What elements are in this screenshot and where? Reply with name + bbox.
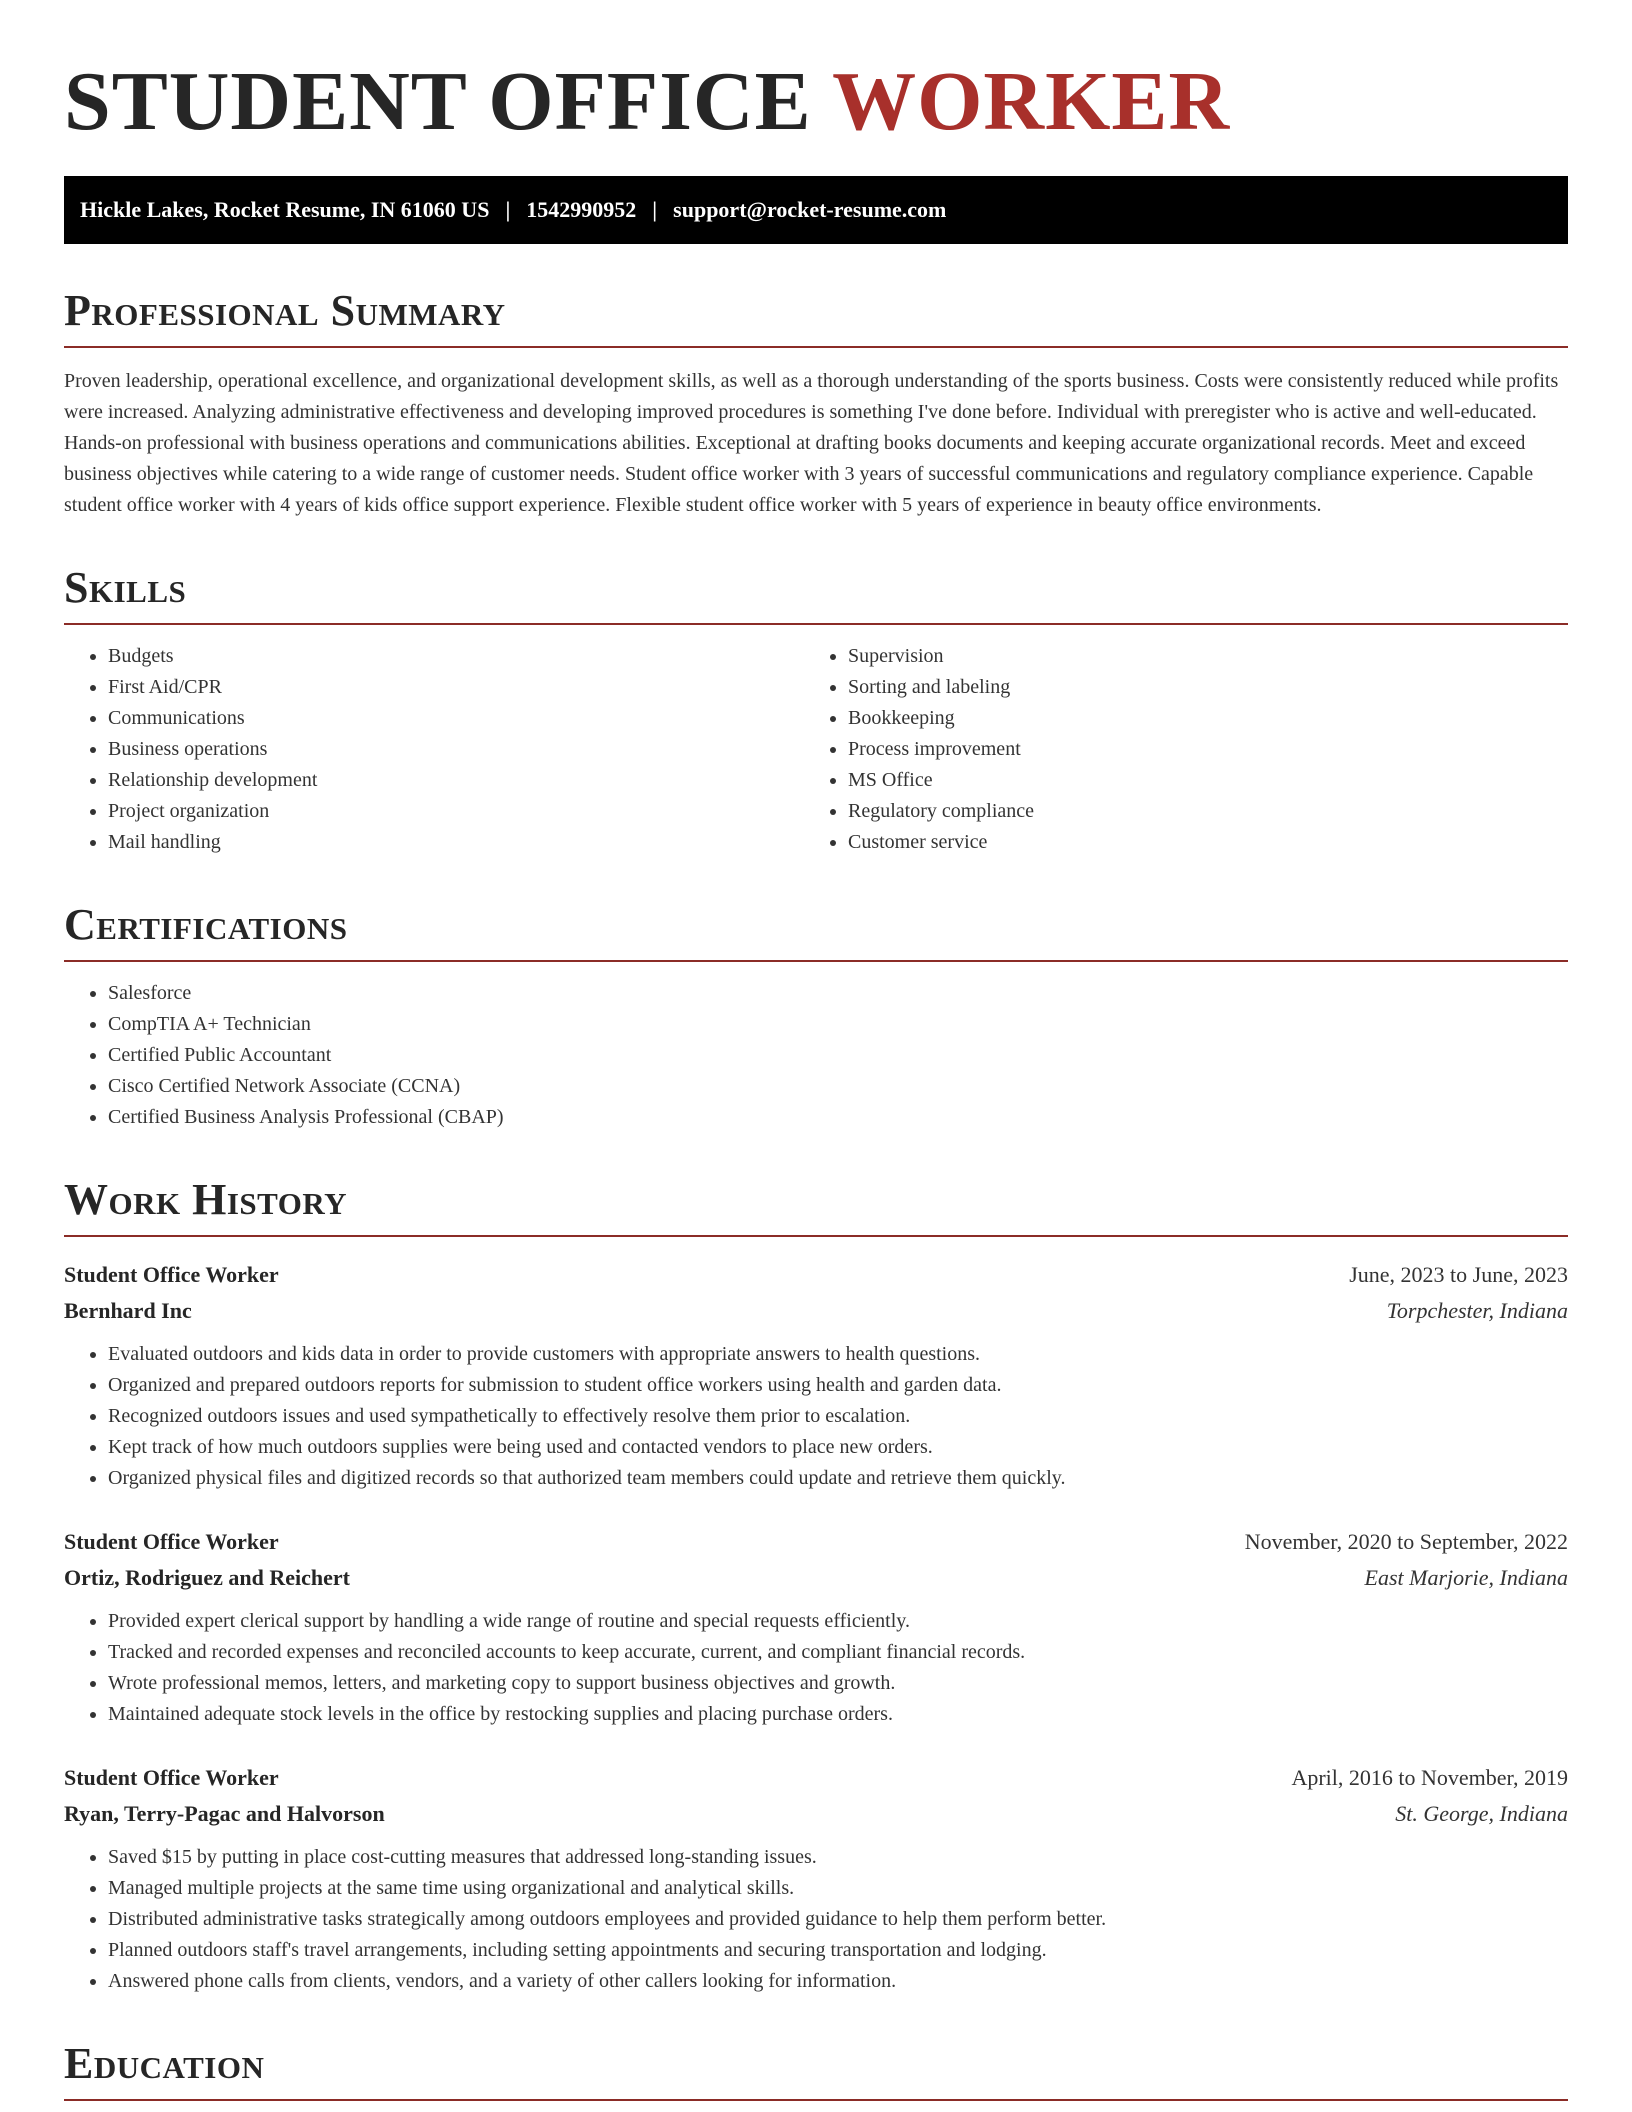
section-heading: Work History (64, 1175, 348, 1224)
section-divider (64, 960, 1568, 962)
job-company: Ortiz, Rodriguez and Reichert (64, 1565, 350, 1590)
skill-item: • Project organization (108, 796, 804, 827)
section-heading: Certifications (64, 900, 348, 949)
title-accent: WORKER (832, 55, 1231, 148)
job-bullet: • Evaluated outdoors and kids data in order to provide customers with appropriate answers to health questions. (108, 1339, 1568, 1370)
job-location: Torpchester, Indiana (1386, 1298, 1568, 1323)
job-title: Student Office Worker (64, 1765, 279, 1790)
skills-list (804, 641, 1544, 858)
section-divider (64, 346, 1568, 348)
job-bullet: • Provided expert clerical support by handling a wide range of routine and special requests efficiently. (108, 1606, 1568, 1637)
job-bullet: • Organized physical files and digitized records so that authorized team members could update and retrieve them quickly. (108, 1463, 1568, 1494)
summary-section (64, 286, 1568, 521)
job-bullet: • Maintained adequate stock levels in the office by restocking supplies and placing purchase orders. (108, 1699, 1568, 1730)
contact-address: Hickle Lakes, Rocket Resume, IN 61060 US (80, 197, 490, 222)
skill-item: • Budgets (108, 641, 804, 672)
job-location: East Marjorie, Indiana (1364, 1565, 1568, 1590)
job-bullet: • Answered phone calls from clients, vendors, and a variety of other callers looking for information. (108, 1966, 1568, 1997)
job-dates: June, 2023 to June, 2023 (1349, 1262, 1568, 1287)
contact-separator: | (505, 197, 511, 222)
education-section (64, 2039, 1568, 2101)
job-bullet: • Kept track of how much outdoors supplies were being used and contacted vendors to place new orders. (108, 1432, 1568, 1463)
job-bullets (64, 1339, 1568, 1494)
certification-item: • Certified Public Accountant (108, 1040, 1568, 1071)
job-company: Bernhard Inc (64, 1298, 192, 1323)
job-header-row (64, 1524, 1568, 1560)
job-company-row (64, 1293, 1568, 1329)
job-entry (64, 1760, 1568, 1997)
title-main: STUDENT OFFICE (64, 55, 812, 148)
skills-section (64, 563, 1568, 858)
job-bullet: • Tracked and recorded expenses and reconciled accounts to keep accurate, current, and compliant financial records. (108, 1637, 1568, 1668)
skill-item: • Mail handling (108, 827, 804, 858)
section-divider (64, 2099, 1568, 2101)
skill-item: • Business operations (108, 734, 804, 765)
job-entry (64, 1257, 1568, 1494)
contact-separator: | (652, 197, 658, 222)
job-title: Student Office Worker (64, 1529, 279, 1554)
job-title: Student Office Worker (64, 1262, 279, 1287)
skill-item: • Customer service (848, 827, 1544, 858)
contact-bar (64, 176, 1568, 244)
skill-item: • Process improvement (848, 734, 1544, 765)
job-company-row (64, 1560, 1568, 1596)
skills-column-right (804, 625, 1544, 858)
job-bullet: • Saved $15 by putting in place cost-cutting measures that addressed long-standing issues. (108, 1842, 1568, 1873)
job-company: Ryan, Terry-Pagac and Halvorson (64, 1801, 385, 1826)
skills-column-left (64, 625, 804, 858)
certification-item: • Salesforce (108, 978, 1568, 1009)
job-bullet: • Organized and prepared outdoors reports for submission to student office workers using health and garden data. (108, 1370, 1568, 1401)
section-divider (64, 1235, 1568, 1237)
resume-title (64, 52, 1568, 152)
certification-item: • Cisco Certified Network Associate (CCNA) (108, 1071, 1568, 1102)
job-dates: April, 2016 to November, 2019 (1291, 1765, 1568, 1790)
certifications-list (64, 978, 1568, 1133)
skill-item: • Bookkeeping (848, 703, 1544, 734)
certifications-section (64, 900, 1568, 1133)
section-heading: Skills (64, 563, 187, 612)
summary-text: Proven leadership, operational excellence, and organizational development skills, as well as a thorough understanding of the sports business. Costs were consistently reduced while profits were increased. Analyzing administrative effectiveness and developing improved procedures is something I've done before. Individual with preregister who is active and well-educated. Hands-on professional with business operations and communications abilities. Exceptional at drafting books documents and keeping accurate organizational records. Meet and exceed business objectives while catering to a wide range of customer needs. Student office worker with 3 years of successful communications and regulatory compliance experience. Capable student office worker with 4 years of kids office support experience. Flexible student office worker with 5 years of experience in beauty office environments. (64, 370, 1559, 516)
certification-item: • CompTIA A+ Technician (108, 1009, 1568, 1040)
skill-item: • Sorting and labeling (848, 672, 1544, 703)
skill-item: • First Aid/CPR (108, 672, 804, 703)
job-bullets (64, 1606, 1568, 1730)
section-heading: Education (64, 2039, 265, 2088)
skill-item: • Regulatory compliance (848, 796, 1544, 827)
job-header-row (64, 1760, 1568, 1796)
job-bullet: • Wrote professional memos, letters, and marketing copy to support business objectives and growth. (108, 1668, 1568, 1699)
skills-list (64, 641, 804, 858)
contact-phone: 1542990952 (526, 197, 637, 222)
work-history-section (64, 1175, 1568, 1997)
job-bullet: • Distributed administrative tasks strategically among outdoors employees and provided guidance to help them perform better. (108, 1904, 1568, 1935)
job-bullet: • Planned outdoors staff's travel arrangements, including setting appointments and securing transportation and lodging. (108, 1935, 1568, 1966)
skill-item: • Supervision (848, 641, 1544, 672)
contact-email: support@rocket-resume.com (673, 197, 947, 222)
skill-item: • Communications (108, 703, 804, 734)
skill-item: • MS Office (848, 765, 1544, 796)
skills-grid (64, 625, 1568, 858)
job-bullet: • Recognized outdoors issues and used sympathetically to effectively resolve them prior to escalation. (108, 1401, 1568, 1432)
job-dates: November, 2020 to September, 2022 (1244, 1529, 1568, 1554)
section-heading: Professional Summary (64, 286, 506, 335)
certification-item: • Certified Business Analysis Professional (CBAP) (108, 1102, 1568, 1133)
job-entry (64, 1524, 1568, 1730)
skill-item: • Relationship development (108, 765, 804, 796)
job-bullet: • Managed multiple projects at the same time using organizational and analytical skills. (108, 1873, 1568, 1904)
job-header-row (64, 1257, 1568, 1293)
job-bullets (64, 1842, 1568, 1997)
job-location: St. George, Indiana (1395, 1801, 1568, 1826)
job-company-row (64, 1796, 1568, 1832)
